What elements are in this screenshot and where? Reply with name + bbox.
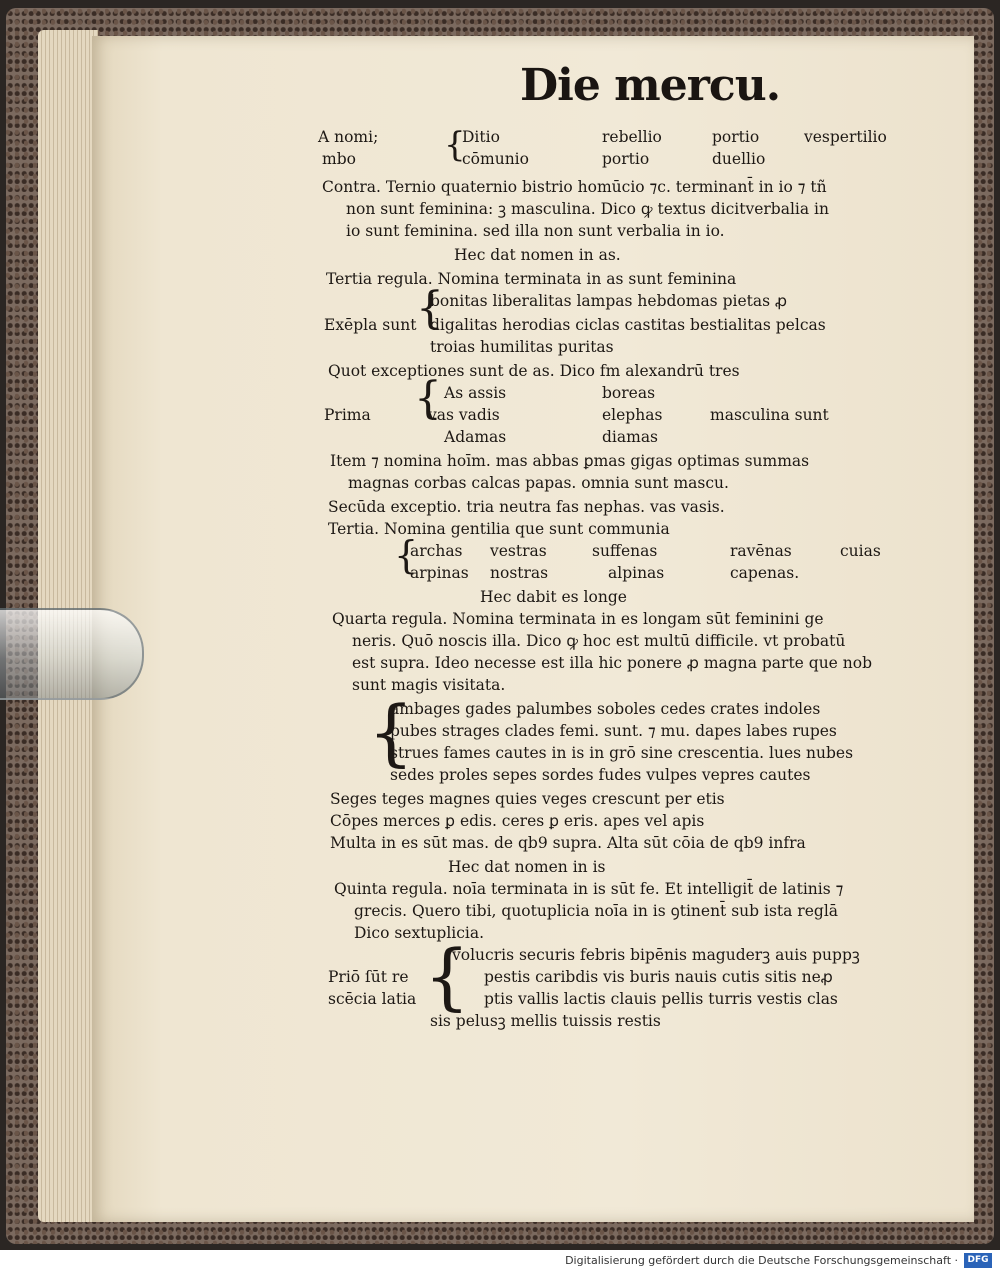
text-segment: Contra. Ternio quaternio bistrio homūcio ⁊c. terminant̄ in io ⁊ tñ: [322, 178, 827, 196]
text-segment: sedes proles sepes sordes fudes vulpes vepres cautes: [390, 766, 811, 784]
text-segment: Exēpla sunt: [324, 316, 417, 334]
text-segment: sunt magis visitata.: [352, 676, 506, 694]
text-segment: Quot exceptiones sunt de as. Dico fm alexandrū tres: [328, 362, 740, 380]
text-segment: non sunt feminina: ꝫ masculina. Dico ꝙ textus dicitverbalia in: [346, 200, 829, 218]
text-segment: est supra. Ideo necesse est illa hic ponere ꝓ magna parte que nob: [352, 654, 873, 672]
text-segment: diamas: [602, 428, 659, 446]
text-segment: alpinas: [608, 564, 665, 582]
text-segment: volucris securis febris bipēnis maguderꝫ auis puppꝫ: [452, 946, 860, 964]
show-through-text: [840, 250, 970, 1050]
text-segment: Adamas: [444, 428, 507, 446]
text-segment: Dico sextuplicia.: [354, 924, 485, 942]
text-segment: vestras: [490, 542, 547, 560]
text-segment: nostras: [490, 564, 549, 582]
text-segment: boreas: [602, 384, 656, 402]
text-segment: archas: [410, 542, 463, 560]
text-segment: Quarta regula. Nomina terminata in es longam sūt feminini ge: [332, 610, 824, 628]
brace-glyph: {: [394, 533, 419, 577]
text-segment: sis pelusꝫ mellis tuissis restis: [430, 1012, 661, 1030]
text-segment: pubes strages clades femi. sunt. ⁊ mu. dapes labes rupes: [390, 722, 837, 740]
text-segment: arpinas: [410, 564, 469, 582]
text-segment: vas vadis: [428, 406, 500, 424]
text-segment: duellio: [712, 150, 766, 168]
text-segment: Tertia. Nomina gentilia que sunt communia: [328, 520, 670, 538]
text-segment: Quinta regula. noīa terminata in is sūt fe. Et intelligit̄ de latinis ⁊: [334, 880, 844, 898]
text-segment: Hec dat nomen in as.: [454, 246, 621, 264]
text-segment: elephas: [602, 406, 663, 424]
text-segment: strues fames cautes in is in grō sine crescentia. lues nubes: [390, 744, 854, 762]
text-segment: suffenas: [592, 542, 658, 560]
text-segment: portio: [602, 150, 650, 168]
text-segment: Tertia regula. Nomina terminata in as sunt feminina: [326, 270, 737, 288]
text-segment: Hec dabit es longe: [480, 588, 627, 606]
text-segment: neris. Quō noscis illa. Dico ꝙ hoc est multū difficile. vt probatū: [352, 632, 846, 650]
text-segment: Ditio: [462, 128, 500, 146]
text-segment: Prima: [324, 406, 371, 424]
text-segment: ptis vallis lactis clauis pellis turris vestis clas: [484, 990, 838, 1008]
text-segment: io sunt feminina. sed illa non sunt verbalia in io.: [346, 222, 725, 240]
brace-glyph: {: [368, 690, 414, 774]
brace-glyph: {: [424, 934, 470, 1018]
text-segment: Secūda exceptio. tria neutra fas nephas. vas vasis.: [328, 498, 725, 516]
text-segment: cōmunio: [462, 150, 529, 168]
footer-bar: [0, 1250, 1000, 1272]
text-segment: A nomi;: [318, 128, 379, 146]
text-segment: grecis. Quero tibi, quotuplicia noīa in is ꝯtinent̄ sub ista reglā: [354, 902, 839, 920]
text-segment: masculina sunt: [710, 406, 829, 424]
text-segment: Multa in es sūt mas. de qb9 supra. Alta sūt cōia de qb9 infra: [330, 834, 806, 852]
text-segment: vespertilio: [804, 128, 887, 146]
text-segment: Priō ſūt re: [328, 968, 409, 986]
text-segment: ambages gades palumbes soboles cedes crates indoles: [390, 700, 821, 718]
text-segment: cuias: [840, 542, 881, 560]
text-segment: bonitas liberalitas lampas hebdomas pietas ꝓ: [430, 292, 787, 310]
funding-credit: Digitalisierung gefördert durch die Deutsche Forschungsgemeinschaft ·: [565, 1254, 958, 1267]
text-segment: digalitas herodias ciclas castitas bestialitas pelcas: [430, 316, 826, 334]
glass-page-weight: [0, 608, 144, 700]
text-segment: magnas corbas calcas papas. omnia sunt mascu.: [348, 474, 729, 492]
text-segment: Item ⁊ nomina hoīm. mas abbas ꝑmas gigas optimas summas: [330, 452, 810, 470]
text-segment: scēcia latia: [328, 990, 417, 1008]
page-heading: Die mercu.: [520, 60, 781, 111]
text-segment: mbo: [322, 150, 356, 168]
text-segment: rebellio: [602, 128, 662, 146]
dfg-logo: DFG: [964, 1253, 992, 1268]
brace-glyph: {: [416, 283, 444, 334]
text-segment: capenas.: [730, 564, 800, 582]
brace-glyph: {: [444, 125, 466, 165]
text-segment: ravēnas: [730, 542, 792, 560]
brace-glyph: {: [414, 373, 442, 424]
text-segment: As assis: [444, 384, 507, 402]
text-segment: Cōpes merces ꝑ edis. ceres ꝑ eris. apes vel apis: [330, 812, 705, 830]
text-segment: Hec dat nomen in is: [448, 858, 606, 876]
text-segment: troias humilitas puritas: [430, 338, 614, 356]
text-segment: Seges teges magnes quies veges crescunt per etis: [330, 790, 725, 808]
text-segment: pestis caribdis vis buris nauis cutis sitis neꝓ: [484, 968, 833, 986]
text-segment: portio: [712, 128, 760, 146]
